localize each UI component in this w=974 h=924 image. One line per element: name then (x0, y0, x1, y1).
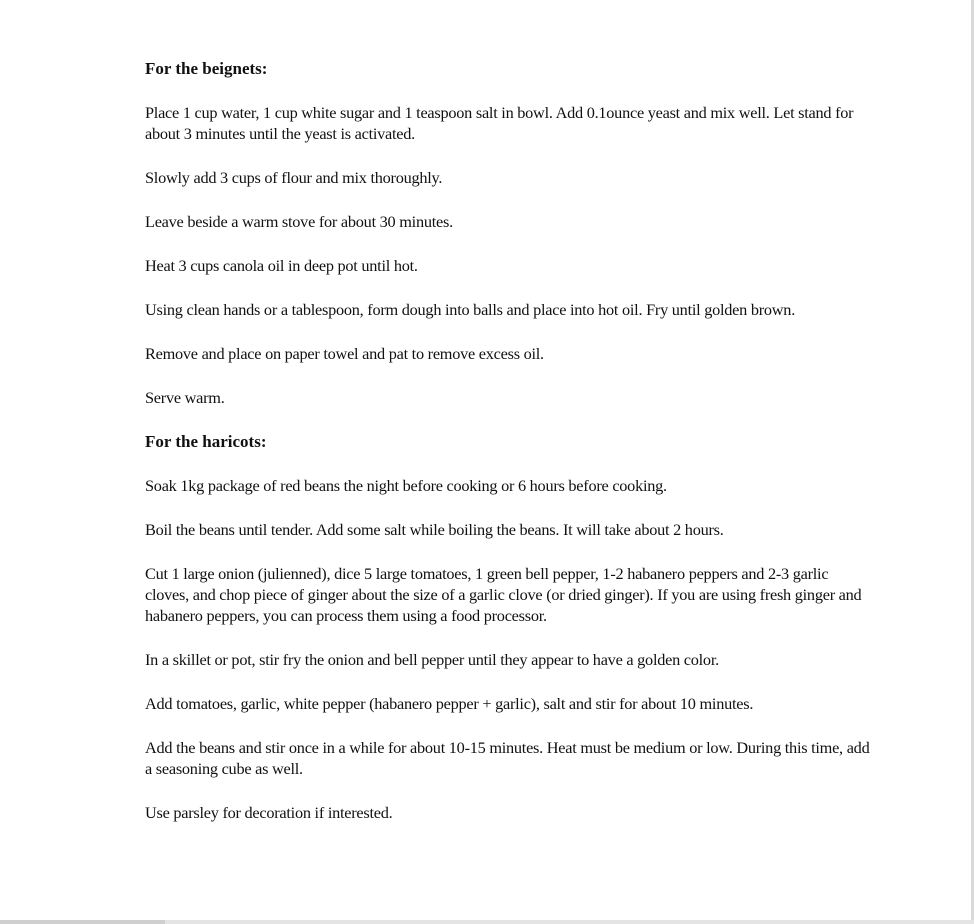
haricots-step-7: Use parsley for decoration if interested. (145, 803, 393, 822)
horizontal-scrollbar-thumb[interactable] (0, 920, 165, 924)
beignets-step-6: Remove and place on paper towel and pat to remove excess oil. (145, 344, 544, 363)
haricots-step-4: In a skillet or pot, stir fry the onion and bell pepper until they appear to have a golden color. (145, 650, 719, 669)
beignets-step-5: Using clean hands or a tablespoon, form dough into balls and place into hot oil. Fry until golden brown. (145, 300, 796, 319)
section-heading-haricots: For the haricots: (145, 432, 267, 451)
haricots-step-2: Boil the beans until tender. Add some salt while boiling the beans. It will take about 2 hours. (145, 520, 724, 539)
document-body (145, 58, 870, 846)
beignets-step-1: Place 1 cup water, 1 cup white sugar and 1 teaspoon salt in bowl. Add 0.1ounce yeast and mix well. Let stand for about 3 minutes until the yeast is activated. (145, 103, 854, 143)
section-heading-beignets: For the beignets: (145, 59, 268, 78)
beignets-step-7: Serve warm. (145, 388, 225, 407)
beignets-step-3: Leave beside a warm stove for about 30 minutes. (145, 212, 453, 231)
haricots-step-6: Add the beans and stir once in a while for about 10-15 minutes. Heat must be medium or low. During this time, add a seasoning cube as well. (145, 738, 870, 778)
beignets-step-4: Heat 3 cups canola oil in deep pot until hot. (145, 256, 418, 275)
haricots-step-3: Cut 1 large onion (julienned), dice 5 large tomatoes, 1 green bell pepper, 1-2 habanero peppers and 2-3 garlic cloves, and chop piece of ginger about the size of a garlic clove (or dried ginger). If you are using fresh ginger and habanero peppers, you can process them using a food processor. (145, 564, 862, 625)
haricots-step-1: Soak 1kg package of red beans the night before cooking or 6 hours before cooking. (145, 476, 667, 495)
beignets-step-2: Slowly add 3 cups of flour and mix thoroughly. (145, 168, 443, 187)
haricots-step-5: Add tomatoes, garlic, white pepper (habanero pepper + garlic), salt and stir for about 10 minutes. (145, 694, 754, 713)
